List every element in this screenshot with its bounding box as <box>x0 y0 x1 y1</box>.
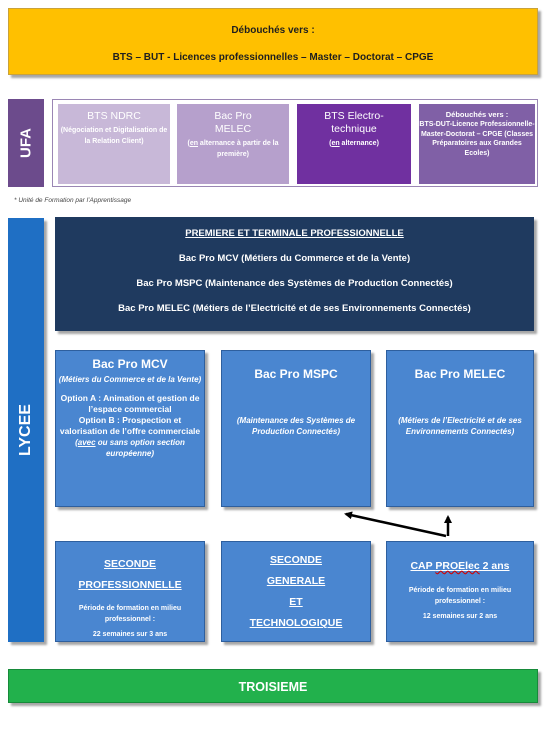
ufa-box-subtitle-prefix: ( <box>329 140 332 147</box>
ufa-box-subtitle-rest: alternance) <box>339 140 379 147</box>
seconde-pro-title-1: SECONDE <box>104 558 156 570</box>
seconde-gt-line-2: GENERALE <box>266 575 326 587</box>
option-a-text: Animation et gestion de l’espace commercial <box>88 393 200 414</box>
ufa-box-title: Débouchés vers : <box>445 110 509 119</box>
bac-melec-title: Bac Pro MELEC <box>414 367 506 381</box>
bac-mspc-title: Bac Pro MSPC <box>254 367 338 381</box>
cap-title <box>387 556 533 577</box>
seconde-pro-title-2: PROFESSIONNELLE <box>78 579 182 591</box>
option-b-label: Option B : <box>78 415 120 425</box>
cap-desc: Période de formation en milieu professionnel : <box>408 587 512 605</box>
cap-title-mark: PROElec <box>435 560 480 572</box>
ufa-label: UFA <box>17 128 35 158</box>
arrow-cap-to-mspc <box>346 514 446 536</box>
cap-proelec-box <box>386 541 534 642</box>
option-a-label: Option A : <box>60 393 102 403</box>
seconde-pro-box <box>55 541 205 642</box>
bac-mcv-note-mark: avec <box>77 438 96 447</box>
bac-melec-subtitle: (Métiers de l’Electricité et de ses Environnements Connectés) <box>398 416 522 436</box>
ufa-footnote: * Unité de Formation par l’Apprentissage <box>14 197 132 204</box>
premiere-row-mspc: Bac Pro MSPC (Maintenance des Systèmes de Production Connectés) <box>136 278 453 289</box>
cap-title-prefix: CAP <box>410 560 436 572</box>
seconde-pro-desc: Période de formation en milieu professionnel : <box>78 605 182 623</box>
troisieme-banner <box>8 669 538 703</box>
debouches-heading: Débouchés vers : <box>231 25 315 36</box>
ufa-box-subtitle: BTS-DUT-Licence Professionnelle-Master-Doctorat – CPGE (Classes Préparatoires aux Grandes Ecoles) <box>419 121 535 157</box>
seconde-pro-duration: 22 semaines sur 3 ans <box>92 631 168 638</box>
seconde-gt-line-1: SECONDE <box>270 554 322 566</box>
cap-title-rest: 2 ans <box>479 560 510 572</box>
seconde-gt-box <box>221 541 371 642</box>
option-b-text: Prospection et valorisation de l’offre commerciale <box>59 415 201 436</box>
bac-mcv-note-prefix: ( <box>75 438 78 447</box>
ufa-box-subtitle-mark: en <box>189 140 198 147</box>
ufa-box-subtitle-rest: alternance à partir de la première) <box>197 140 279 158</box>
ufa-box-title: Bac Pro MELEC <box>214 110 252 135</box>
cap-duration: 12 semaines sur 2 ans <box>422 613 498 620</box>
bac-mcv-title: Bac Pro MCV <box>92 357 168 371</box>
troisieme-label: TROISIEME <box>238 680 308 694</box>
debouches-list: BTS – BUT - Licences professionnelles – Master – Doctorat – CPGE <box>112 52 434 63</box>
bac-mspc-subtitle: (Maintenance des Systèmes de Production Connectés) <box>236 416 356 436</box>
premiere-row-mcv: Bac Pro MCV (Métiers du Commerce et de la Vente) <box>178 253 411 264</box>
seconde-gt-line-4: TECHNOLOGIQUE <box>249 617 343 629</box>
premiere-row-melec: Bac Pro MELEC (Métiers de l’Electricité et de ses Environnements Connectés) <box>118 303 471 314</box>
bac-mcv-note-rest: ou sans option section européenne) <box>95 438 185 458</box>
seconde-gt-line-3: ET <box>289 596 303 608</box>
ufa-box-subtitle-mark: en <box>331 140 340 147</box>
bac-mcv-subtitle: (Métiers du Commerce et de la Vente) <box>58 375 202 384</box>
ufa-box-title: BTS Electro-technique <box>324 110 384 135</box>
ufa-box-subtitle-prefix: ( <box>187 140 190 147</box>
ufa-box-title: BTS NDRC <box>87 110 141 122</box>
ufa-box-subtitle: (Négociation et Digitalisation de la Relation Client) <box>60 127 168 145</box>
lycee-label: LYCEE <box>17 404 34 456</box>
premiere-title: PREMIERE ET TERMINALE PROFESSIONNELLE <box>185 228 404 239</box>
